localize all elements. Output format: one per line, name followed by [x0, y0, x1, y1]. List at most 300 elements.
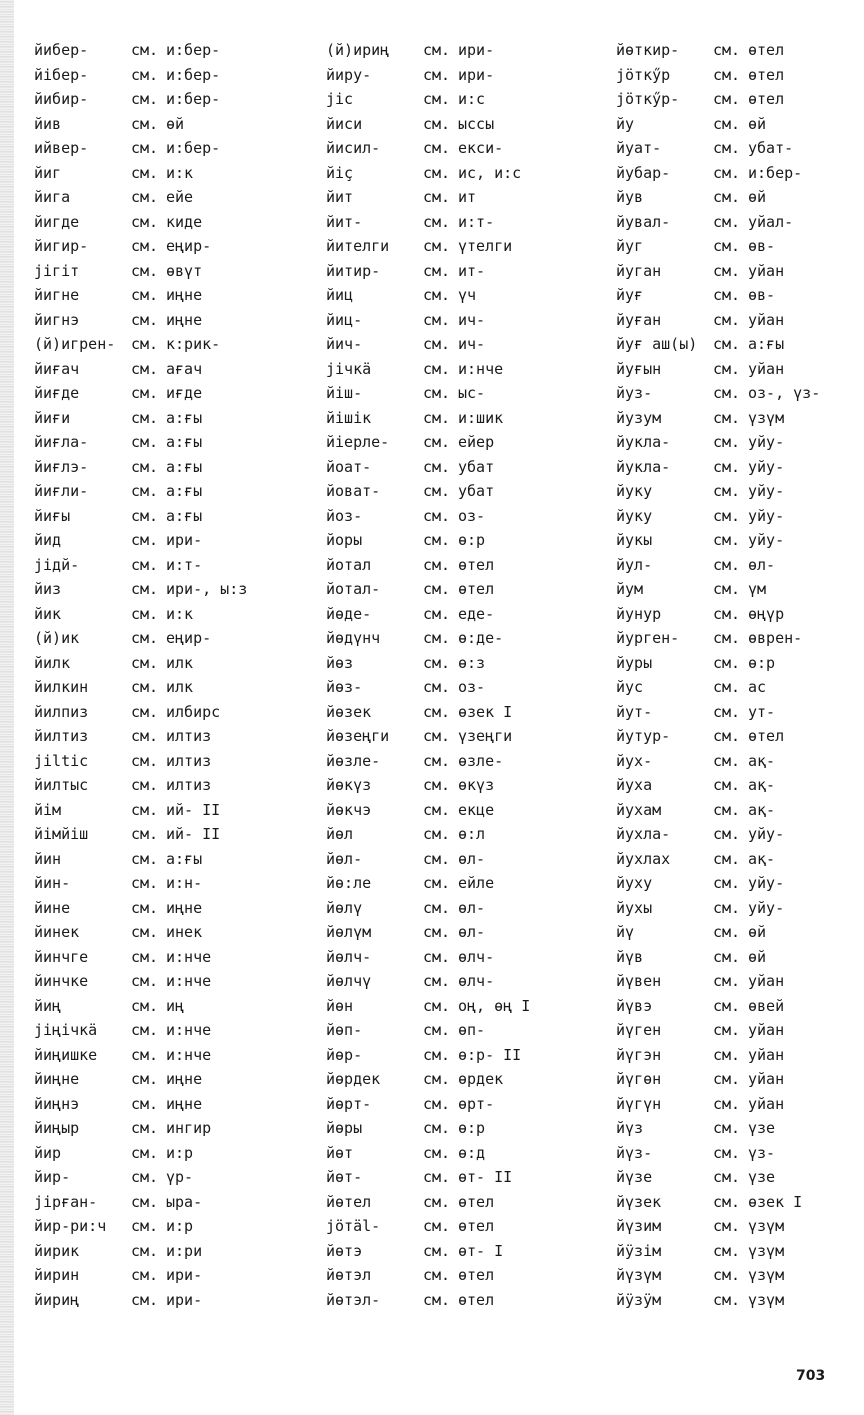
see-abbreviation: см.: [423, 1168, 451, 1186]
headword: (й)игрен-: [34, 335, 116, 353]
see-abbreviation: см.: [713, 972, 741, 990]
dictionary-entry: [326, 847, 530, 872]
see-abbreviation: см.: [713, 751, 741, 770]
cross-reference: ейле: [458, 874, 495, 892]
cross-reference: өтел: [748, 727, 785, 745]
see-abbreviation: см.: [713, 1021, 741, 1039]
headword: jідй-: [34, 555, 80, 574]
cross-reference: и:бер-: [166, 41, 221, 59]
headword: йик: [34, 604, 62, 623]
cross-reference: үз-: [748, 1143, 776, 1162]
headword: йиғач: [34, 359, 80, 378]
headword: йириң: [34, 1290, 80, 1309]
headword: йиз: [34, 580, 62, 598]
dictionary-entry: [326, 798, 530, 823]
see-abbreviation: см.: [713, 1290, 741, 1309]
see-abbreviation: см.: [423, 1290, 451, 1309]
cross-reference: ири-: [166, 1290, 203, 1309]
cross-reference: үзүм: [748, 408, 785, 427]
cross-reference: и:бер-: [166, 65, 221, 84]
cross-reference: и:бер-: [166, 139, 221, 157]
cross-reference: үтелги: [458, 237, 513, 255]
headword: йуган: [616, 261, 662, 280]
dictionary-entry: [616, 136, 820, 161]
cross-reference: өв-: [748, 286, 776, 304]
cross-reference: уйу-: [748, 898, 785, 917]
see-abbreviation: см.: [713, 114, 741, 133]
headword: йөдүнч: [326, 629, 381, 647]
headword: йӱзім: [616, 1241, 662, 1260]
dictionary-entry: [34, 651, 247, 676]
dictionary-entry: [34, 1214, 247, 1239]
dictionary-entry: [34, 381, 247, 406]
dictionary-entry: [326, 430, 530, 455]
headword: йиру-: [326, 65, 372, 84]
see-abbreviation: см.: [713, 1070, 741, 1088]
dictionary-entry: [34, 1239, 247, 1264]
cross-reference: ис, и:с: [458, 163, 522, 182]
see-abbreviation: см.: [423, 212, 451, 231]
headword: йүз: [616, 1119, 644, 1137]
dictionary-entry: [616, 234, 820, 259]
dictionary-entry: [326, 136, 530, 161]
see-abbreviation: см.: [423, 825, 451, 843]
see-abbreviation: см.: [713, 482, 741, 500]
cross-reference: ейе: [166, 188, 194, 206]
headword: йөрт-: [326, 1094, 372, 1113]
dictionary-entry: [34, 1043, 247, 1068]
headword: йіç: [326, 163, 354, 182]
dictionary-entry: [616, 1263, 820, 1288]
dictionary-entry: [34, 1092, 247, 1117]
cross-reference: ейер: [458, 433, 495, 451]
see-abbreviation: см.: [423, 90, 451, 108]
cross-reference: өй: [748, 188, 767, 206]
cross-reference: уйан: [748, 359, 785, 378]
see-abbreviation: см.: [131, 482, 159, 500]
cross-reference: ө:л: [458, 825, 486, 843]
cross-reference: уйан: [748, 1045, 785, 1064]
dictionary-entry: [34, 406, 247, 431]
see-abbreviation: см.: [423, 653, 451, 672]
cross-reference: иңне: [166, 1094, 203, 1113]
see-abbreviation: см.: [713, 580, 741, 598]
dictionary-entry: [616, 896, 820, 921]
headword: йукла-: [616, 433, 671, 451]
dictionary-entry: [616, 798, 820, 823]
see-abbreviation: см.: [713, 359, 741, 378]
cross-reference: өтел: [458, 555, 495, 574]
cross-reference: ақ-: [748, 751, 776, 770]
cross-reference: ө:р: [458, 1119, 486, 1137]
dictionary-entry: [326, 357, 530, 382]
headword: йибир-: [34, 90, 89, 108]
dictionary-entry: [34, 773, 247, 798]
see-abbreviation: см.: [423, 947, 451, 966]
dictionary-entry: [326, 1043, 530, 1068]
dictionary-entry: [34, 185, 247, 210]
headword: йинчге: [34, 947, 89, 966]
cross-reference: и:р: [166, 1217, 194, 1235]
see-abbreviation: см.: [713, 1266, 741, 1284]
dictionary-entry: [326, 112, 530, 137]
dictionary-entry: [326, 1116, 530, 1141]
cross-reference: и:бер-: [166, 90, 221, 108]
see-abbreviation: см.: [131, 1192, 159, 1211]
dictionary-entry: [326, 553, 530, 578]
see-abbreviation: см.: [423, 1143, 451, 1162]
see-abbreviation: см.: [131, 1070, 159, 1088]
dictionary-entry: [326, 1092, 530, 1117]
see-abbreviation: см.: [713, 335, 741, 353]
see-abbreviation: см.: [713, 874, 741, 892]
dictionary-entry: [34, 969, 247, 994]
cross-reference: илтиз: [166, 776, 212, 794]
see-abbreviation: см.: [713, 653, 741, 672]
see-abbreviation: см.: [423, 1192, 451, 1211]
see-abbreviation: см.: [423, 923, 451, 941]
headword: йөлү: [326, 898, 363, 917]
dictionary-entry: [34, 920, 247, 945]
headword: йига: [34, 188, 71, 206]
headword: йус: [616, 678, 644, 696]
dictionary-entry: [34, 1288, 247, 1313]
dictionary-entry: [616, 1214, 820, 1239]
see-abbreviation: см.: [131, 849, 159, 868]
cross-reference: илтиз: [166, 751, 212, 770]
dictionary-entry: [34, 626, 247, 651]
cross-reference: илтиз: [166, 727, 212, 745]
headword: йөтел: [326, 1192, 372, 1211]
dictionary-entry: [34, 430, 247, 455]
headword: йімйіш: [34, 825, 89, 843]
dictionary-entry: [34, 234, 247, 259]
see-abbreviation: см.: [131, 874, 159, 892]
cross-reference: өтел: [458, 1290, 495, 1309]
cross-reference: ит: [458, 188, 477, 206]
headword: йөзеңги: [326, 727, 390, 745]
headword: йу: [616, 114, 635, 133]
headword: йигде: [34, 212, 80, 231]
headword: йуған: [616, 310, 662, 329]
see-abbreviation: см.: [131, 580, 159, 598]
headword: йөл-: [326, 849, 363, 868]
dictionary-entry: [326, 381, 530, 406]
see-abbreviation: см.: [423, 727, 451, 745]
see-abbreviation: см.: [131, 1094, 159, 1113]
headword: йукла-: [616, 457, 671, 476]
dictionary-entry: [34, 602, 247, 627]
dictionary-entry: [34, 724, 247, 749]
cross-reference: ит-: [458, 261, 486, 280]
cross-reference: и:нче: [458, 359, 504, 378]
see-abbreviation: см.: [131, 163, 159, 182]
dictionary-entry: [326, 504, 530, 529]
cross-reference: и:нче: [166, 1021, 212, 1039]
headword: йух-: [616, 751, 653, 770]
headword: йім: [34, 800, 62, 819]
headword: jöткӳр: [616, 65, 671, 84]
see-abbreviation: см.: [131, 310, 159, 329]
see-abbreviation: см.: [713, 678, 741, 696]
see-abbreviation: см.: [423, 114, 451, 133]
dictionary-entry: [616, 63, 820, 88]
dictionary-entry: [34, 1067, 247, 1092]
headword: йин-: [34, 874, 71, 892]
dictionary-entry: [326, 896, 530, 921]
see-abbreviation: см.: [131, 800, 159, 819]
see-abbreviation: см.: [131, 727, 159, 745]
cross-reference: илк: [166, 678, 194, 696]
dictionary-entry: [616, 455, 820, 480]
headword: йигир-: [34, 237, 89, 255]
headword: jiңічкä: [34, 1021, 98, 1039]
dictionary-entry: [34, 161, 247, 186]
cross-reference: а:ғы: [166, 506, 203, 525]
cross-reference: өт- I: [458, 1241, 504, 1260]
headword: йузум: [616, 408, 662, 427]
headword: jiltic: [34, 751, 89, 770]
cross-reference: уйан: [748, 972, 785, 990]
cross-reference: а:ғы: [748, 335, 785, 353]
headword: (й)ириң: [326, 41, 390, 59]
cross-reference: иңне: [166, 310, 203, 329]
dictionary-entry: [34, 1165, 247, 1190]
headword: йөзле-: [326, 751, 381, 770]
dictionary-entry: [616, 871, 820, 896]
dictionary-entry: [616, 1190, 820, 1215]
headword: йив: [34, 114, 62, 133]
dictionary-entry: [326, 871, 530, 896]
see-abbreviation: см.: [423, 457, 451, 476]
headword: йиғли-: [34, 482, 89, 500]
cross-reference: ыссы: [458, 114, 495, 133]
see-abbreviation: см.: [131, 531, 159, 549]
cross-reference: инек: [166, 923, 203, 941]
dictionary-entry: [616, 969, 820, 994]
headword: йум: [616, 580, 644, 598]
see-abbreviation: см.: [423, 1217, 451, 1235]
dictionary-entry: [34, 945, 247, 970]
see-abbreviation: см.: [713, 702, 741, 721]
cross-reference: к:рик-: [166, 335, 221, 353]
cross-reference: өй: [748, 947, 767, 966]
see-abbreviation: см.: [423, 555, 451, 574]
see-abbreviation: см.: [131, 139, 159, 157]
see-abbreviation: см.: [131, 1119, 159, 1137]
see-abbreviation: см.: [131, 433, 159, 451]
cross-reference: уйан: [748, 1094, 785, 1113]
see-abbreviation: см.: [131, 188, 159, 206]
cross-reference: үр-: [166, 1168, 194, 1186]
dictionary-entry: [326, 528, 530, 553]
headword: йиғлэ-: [34, 457, 89, 476]
headword: йуғ: [616, 286, 644, 304]
headword: йир-ри:ч: [34, 1217, 107, 1235]
cross-reference: киде: [166, 212, 203, 231]
dictionary-entry: [616, 528, 820, 553]
dictionary-entry: [326, 210, 530, 235]
dictionary-entry: [34, 1141, 247, 1166]
headword: ийвер-: [34, 139, 89, 157]
see-abbreviation: см.: [423, 702, 451, 721]
see-abbreviation: см.: [423, 800, 451, 819]
headword: йиңне: [34, 1070, 80, 1088]
see-abbreviation: см.: [713, 433, 741, 451]
cross-reference: а:ғы: [166, 408, 203, 427]
dictionary-entry: [34, 87, 247, 112]
see-abbreviation: см.: [423, 604, 451, 623]
dictionary-entry: [326, 234, 530, 259]
see-abbreviation: см.: [131, 408, 159, 427]
dictionary-entry: [34, 38, 247, 63]
headword: йөн: [326, 996, 354, 1015]
cross-reference: ағач: [166, 359, 203, 378]
see-abbreviation: см.: [131, 1143, 159, 1162]
dictionary-entry: [34, 798, 247, 823]
cross-reference: екси-: [458, 139, 504, 157]
dictionary-entry: [326, 63, 530, 88]
cross-reference: өй: [748, 114, 767, 133]
cross-reference: өзек I: [458, 702, 513, 721]
dictionary-entry: [616, 161, 820, 186]
see-abbreviation: см.: [423, 359, 451, 378]
headword: йөзек: [326, 702, 372, 721]
cross-reference: өй: [166, 114, 185, 133]
headword: йө:ле: [326, 874, 372, 892]
dictionary-entry: [326, 969, 530, 994]
see-abbreviation: см.: [131, 1241, 159, 1260]
headword: йухы: [616, 898, 653, 917]
see-abbreviation: см.: [131, 678, 159, 696]
see-abbreviation: см.: [423, 874, 451, 892]
scanned-page-edge: [0, 0, 14, 1415]
headword: йоз-: [326, 506, 363, 525]
cross-reference: еңир-: [166, 629, 212, 647]
headword: йунур: [616, 604, 662, 623]
see-abbreviation: см.: [131, 286, 159, 304]
see-abbreviation: см.: [713, 457, 741, 476]
cross-reference: өтел: [458, 1266, 495, 1284]
cross-reference: и:н-: [166, 874, 203, 892]
headword: йөт-: [326, 1168, 363, 1186]
headword: йіш-: [326, 384, 363, 402]
cross-reference: уйал-: [748, 212, 794, 231]
dictionary-entry: [326, 651, 530, 676]
column-1: [34, 38, 247, 1312]
dictionary-entry: [616, 1092, 820, 1117]
headword: йоват-: [326, 482, 381, 500]
headword: jöтäl-: [326, 1217, 381, 1235]
dictionary-entry: [34, 994, 247, 1019]
cross-reference: ас: [748, 678, 767, 696]
cross-reference: ингир: [166, 1119, 212, 1137]
dictionary-entry: [34, 528, 247, 553]
headword: йул-: [616, 555, 653, 574]
dictionary-entry: [616, 504, 820, 529]
headword: йубар-: [616, 163, 671, 182]
dictionary-entry: [326, 1288, 530, 1313]
cross-reference: и:нче: [166, 972, 212, 990]
headword: йөз-: [326, 678, 363, 696]
see-abbreviation: см.: [131, 1217, 159, 1235]
headword: йү: [616, 923, 635, 941]
headword: йутур-: [616, 727, 671, 745]
cross-reference: уйан: [748, 1021, 785, 1039]
headword: йүген: [616, 1021, 662, 1039]
cross-reference: и:т-: [458, 212, 495, 231]
cross-reference: а:ғы: [166, 457, 203, 476]
see-abbreviation: см.: [713, 384, 741, 402]
dictionary-entry: [326, 38, 530, 63]
dictionary-entry: [326, 1263, 530, 1288]
see-abbreviation: см.: [131, 972, 159, 990]
see-abbreviation: см.: [131, 555, 159, 574]
cross-reference: өрдек: [458, 1070, 504, 1088]
dictionary-entry: [326, 479, 530, 504]
see-abbreviation: см.: [131, 1290, 159, 1309]
see-abbreviation: см.: [713, 849, 741, 868]
cross-reference: убат: [458, 457, 495, 476]
see-abbreviation: см.: [713, 237, 741, 255]
cross-reference: ири-: [458, 41, 495, 59]
cross-reference: өй: [748, 923, 767, 941]
cross-reference: оң, өң I: [458, 996, 531, 1015]
headword: йиғла-: [34, 433, 89, 451]
headword: йөтэл: [326, 1266, 372, 1284]
headword: йин: [34, 849, 62, 868]
headword: йувал-: [616, 212, 671, 231]
see-abbreviation: см.: [131, 629, 159, 647]
headword: йӱзӱм: [616, 1290, 662, 1309]
dictionary-entry: [326, 675, 530, 700]
cross-reference: ич-: [458, 310, 486, 329]
dictionary-entry: [326, 283, 530, 308]
see-abbreviation: см.: [423, 384, 451, 402]
dictionary-entry: [616, 749, 820, 774]
dictionary-entry: [326, 945, 530, 970]
headword: йир-: [34, 1168, 71, 1186]
see-abbreviation: см.: [713, 923, 741, 941]
headword: йич-: [326, 335, 363, 353]
dictionary-entry: [326, 773, 530, 798]
headword: йуг: [616, 237, 644, 255]
see-abbreviation: см.: [131, 237, 159, 255]
cross-reference: и:шик: [458, 408, 504, 427]
see-abbreviation: см.: [131, 1021, 159, 1039]
headword: йүгөн: [616, 1070, 662, 1088]
headword: йүзе: [616, 1168, 653, 1186]
cross-reference: өлч-: [458, 972, 495, 990]
see-abbreviation: см.: [131, 996, 159, 1015]
dictionary-entry: [34, 553, 247, 578]
headword: йібер-: [34, 65, 89, 84]
dictionary-entry: [616, 553, 820, 578]
dictionary-entry: [34, 308, 247, 333]
see-abbreviation: см.: [131, 335, 159, 353]
headword: йөп-: [326, 1021, 363, 1039]
see-abbreviation: см.: [423, 972, 451, 990]
see-abbreviation: см.: [131, 702, 159, 721]
cross-reference: уйан: [748, 310, 785, 329]
see-abbreviation: см.: [713, 996, 741, 1015]
see-abbreviation: см.: [713, 1094, 741, 1113]
dictionary-entry: [616, 185, 820, 210]
cross-reference: өлч-: [458, 947, 495, 966]
headword: jірған-: [34, 1192, 98, 1211]
dictionary-entry: [34, 675, 247, 700]
cross-reference: өвей: [748, 996, 785, 1015]
